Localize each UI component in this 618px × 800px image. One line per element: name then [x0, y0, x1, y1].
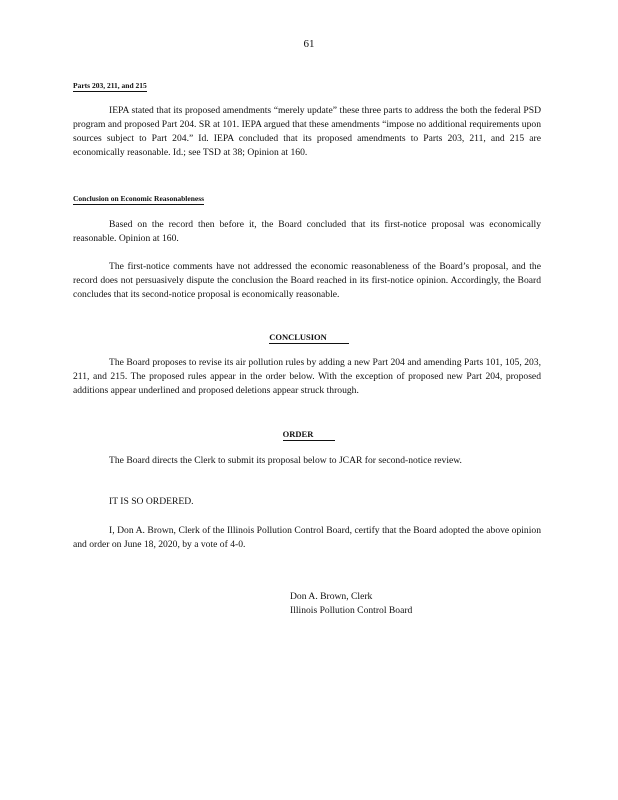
- paragraph-conclusion: The Board proposes to revise its air pollution rules by adding a new Part 204 and amending Parts 101, 105, 203, 211, and 215. The proposed rules appear in the order below. With the exception of proposed new Part 204, proposed additions appear underlined and proposed deletions appear struck through.: [73, 357, 541, 396]
- section-heading-parts-text: Parts 203, 211, and 215: [73, 81, 147, 90]
- signature-name: Don A. Brown, Clerk: [290, 591, 373, 602]
- order-heading: [0, 429, 618, 441]
- page-number: 61: [303, 38, 315, 50]
- so-ordered-line: IT IS SO ORDERED.: [109, 496, 194, 507]
- paragraph-certification: I, Don A. Brown, Clerk of the Illinois Pollution Control Board, certify that the Board adopted the above opinion and order on June 18, 2020, by a vote of 4-0.: [73, 525, 541, 550]
- conclusion-heading: [0, 332, 618, 344]
- section-heading-parts: [73, 81, 147, 92]
- paragraph-parts: IEPA stated that its proposed amendments “merely update” these three parts to address the both the federal PSD program and proposed Part 204. SR at 101. IEPA argued that these amendments “impose no additional requirements upon sources subject to Part 204.” Id. IEPA concluded that its proposed amendments to Parts 203, 211, and 215 are economically reasonable. Id.; see TSD at 38; Opinion at 160.: [73, 105, 541, 158]
- paragraph-order: The Board directs the Clerk to submit its proposal below to JCAR for second-notice review.: [109, 455, 462, 466]
- paragraph-econ-conclusion-1: Based on the record then before it, the Board concluded that its first-notice proposal was economically reasonable. Opinion at 160.: [73, 219, 541, 244]
- signature-organization: Illinois Pollution Control Board: [290, 605, 413, 616]
- paragraph-econ-conclusion-2: The first-notice comments have not addressed the economic reasonableness of the Board’s proposal, and the record does not persuasively dispute the conclusion the Board reached in its first-notice opinion. Accordingly, the Board concludes that its second-notice proposal is economically reasonable.: [73, 261, 541, 300]
- order-heading-text: ORDER: [283, 429, 336, 441]
- section-heading-econ-conclusion-text: Conclusion on Economic Reasonableness: [73, 194, 205, 203]
- section-heading-econ-conclusion: [73, 194, 204, 205]
- conclusion-heading-text: CONCLUSION: [269, 332, 349, 344]
